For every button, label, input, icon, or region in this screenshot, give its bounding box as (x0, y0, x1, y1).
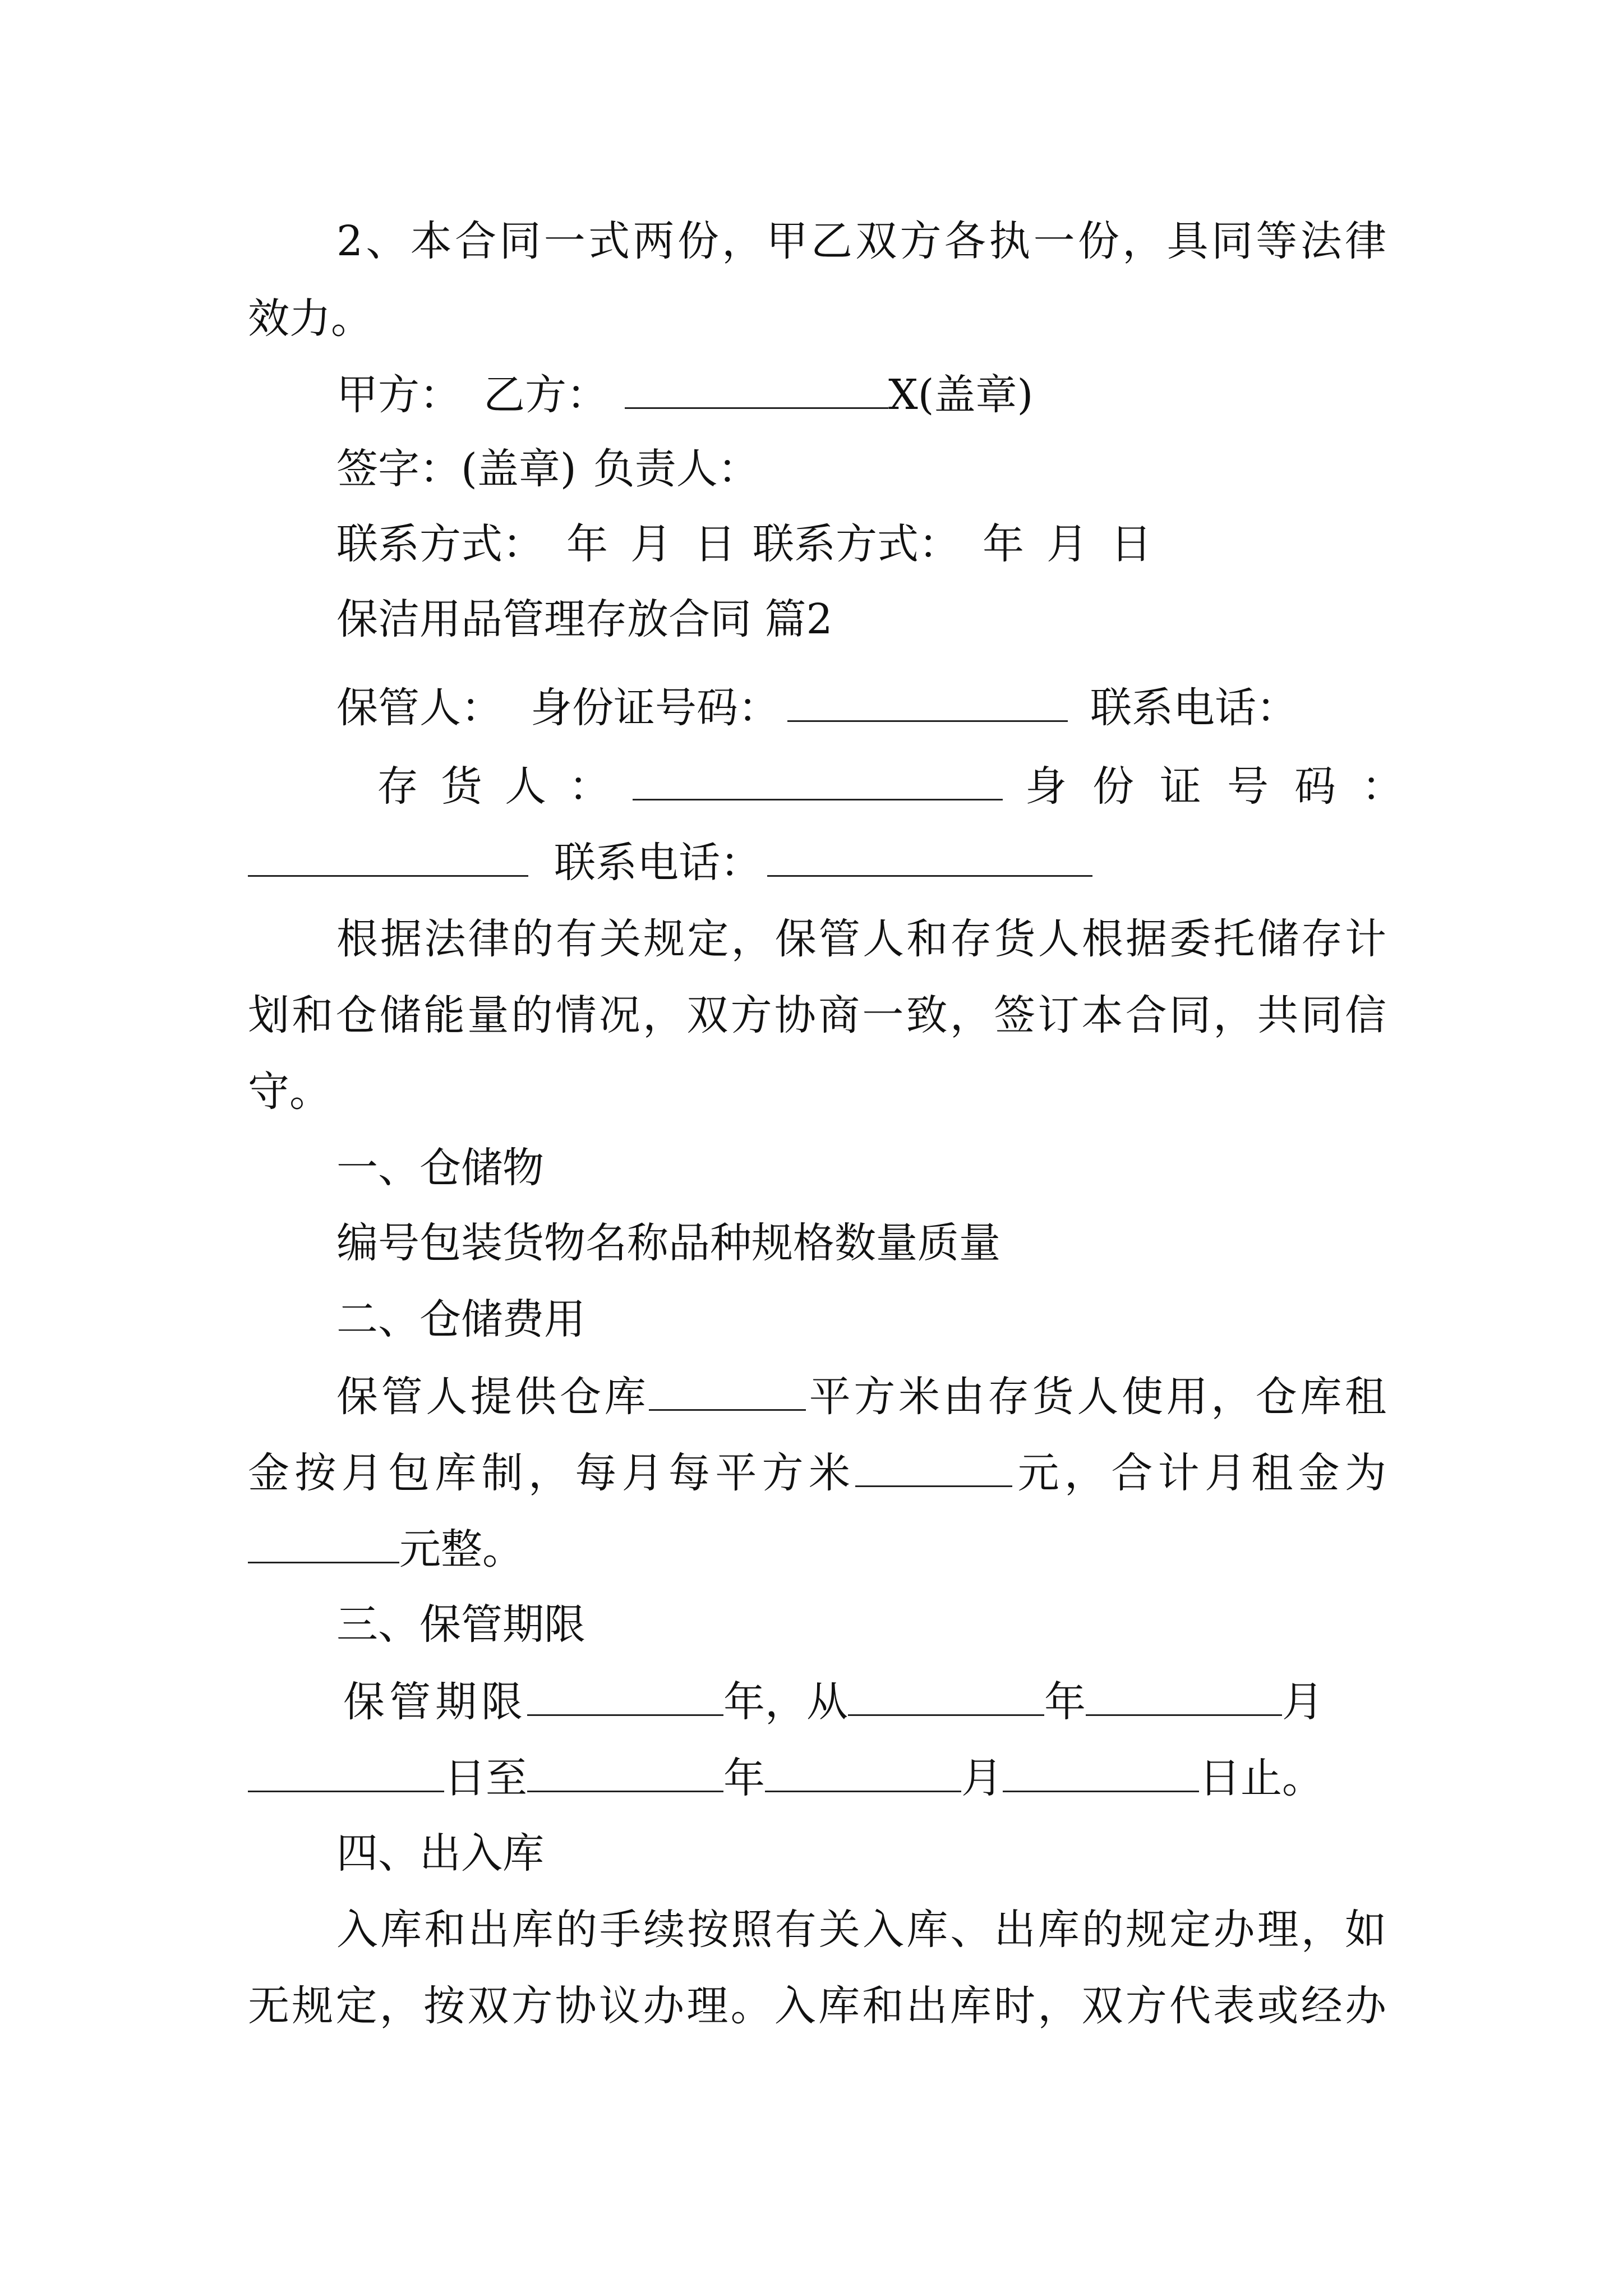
depositor-phone-label: 联系电话： (554, 839, 762, 887)
depositor-id-label: 身份证号码： (1025, 762, 1429, 811)
intro-line-3: 守。 (248, 1068, 331, 1116)
section-3-title: 三、保管期限 (336, 1600, 585, 1649)
section-4-line-1: 入库和出库的手续按照有关入库、出库的规定办理，如 (336, 1906, 1386, 1954)
party-b-label: 乙方： (483, 371, 608, 419)
clause-2-line-1: 2、本合同一式两份，甲乙双方各执一份，具同等法律 (336, 217, 1386, 265)
section-4-line-2: 无规定，按双方协议办理。入库和出库时，双方代表或经办 (248, 1982, 1386, 2030)
year-label: 年 (566, 520, 608, 568)
s2-l2b: 元，合计月租金为 (1012, 1449, 1387, 1497)
year-label-b: 年 (983, 520, 1024, 568)
section-1-title: 一、仓储物 (336, 1144, 544, 1192)
end-month-blank (765, 1750, 961, 1792)
custodian-line (336, 680, 1386, 735)
month-label: 月 (630, 520, 672, 568)
sign-seal-label: 签字：(盖章) (336, 445, 577, 493)
section-4-title: 四、出入库 (336, 1829, 544, 1878)
start-year-blank (848, 1674, 1044, 1716)
signature-parties-line (336, 367, 1386, 422)
s3-l1c: 年 (1044, 1678, 1086, 1726)
depositor-line (248, 758, 1429, 813)
s3-l2d: 日止。 (1199, 1754, 1324, 1802)
depositor-phone-line (248, 835, 1386, 890)
term-years-blank (527, 1674, 723, 1716)
intro-line-1: 根据法律的有关规定，保管人和存货人根据委托储存计 (336, 915, 1386, 963)
start-month-blank (1086, 1674, 1282, 1716)
custodian-label: 保管人： (336, 684, 502, 732)
s2-l1b: 平方米由存货人使用，仓库租 (806, 1373, 1387, 1421)
responsible-label: 负责人： (593, 445, 759, 493)
area-blank (649, 1369, 806, 1411)
party-a-label: 甲方： (336, 371, 461, 419)
day-label: 日 (694, 520, 736, 568)
day-label-b: 日 (1110, 520, 1152, 568)
s3-l2b: 年 (723, 1754, 765, 1802)
s3-l1b: 年，从 (723, 1678, 848, 1726)
intro-line-2: 划和仓储能量的情况，双方协商一致，签订本合同，共同信 (248, 991, 1386, 1039)
end-year-blank (527, 1750, 723, 1792)
s3-l1d: 月 (1282, 1678, 1324, 1726)
s2-l2a: 金按月包库制，每月每平方米 (248, 1449, 856, 1497)
clause-2-line-2: 效力。 (248, 295, 372, 343)
signature-seal-line (336, 442, 1386, 496)
custodian-id-label: 身份证号码： (531, 684, 780, 732)
start-day-blank (248, 1750, 444, 1792)
depositor-id-blank (248, 835, 528, 877)
unit-price-blank (855, 1445, 1012, 1487)
s3-l1a: 保管期限 (343, 1678, 527, 1726)
section-2-line-1 (336, 1369, 1386, 1424)
custodian-phone-label: 联系电话： (1090, 684, 1298, 732)
contact-a-label: 联系方式： (336, 520, 544, 568)
section-3-line-2 (248, 1750, 1386, 1805)
contact-b-label: 联系方式： (753, 520, 960, 568)
s3-l2c: 月 (961, 1754, 1003, 1802)
party-b-blank (625, 367, 888, 409)
section-3-line-1 (343, 1674, 1386, 1729)
section-1-body: 编号包装货物名称品种规格数量质量 (336, 1219, 1000, 1267)
s2-l3: 元整。 (399, 1525, 524, 1573)
signature-contact-line (336, 517, 1386, 571)
section-2-line-3 (248, 1521, 1386, 1576)
month-label-b: 月 (1046, 520, 1088, 568)
depositor-blank (633, 758, 1003, 800)
custodian-id-blank (787, 680, 1068, 722)
total-rent-blank (248, 1521, 399, 1563)
section-2-title: 二、仓储费用 (336, 1295, 585, 1343)
end-day-blank (1003, 1750, 1199, 1792)
depositor-label: 存货人： (377, 762, 633, 811)
party-b-seal: X(盖章) (888, 371, 1034, 419)
s3-l2a: 日至 (444, 1754, 527, 1802)
section-2-line-2 (248, 1445, 1386, 1500)
depositor-phone-blank (767, 835, 1092, 877)
article-2-heading: 保洁用品管理存放合同 篇2 (336, 595, 833, 643)
s2-l1a: 保管人提供仓库 (336, 1373, 649, 1421)
